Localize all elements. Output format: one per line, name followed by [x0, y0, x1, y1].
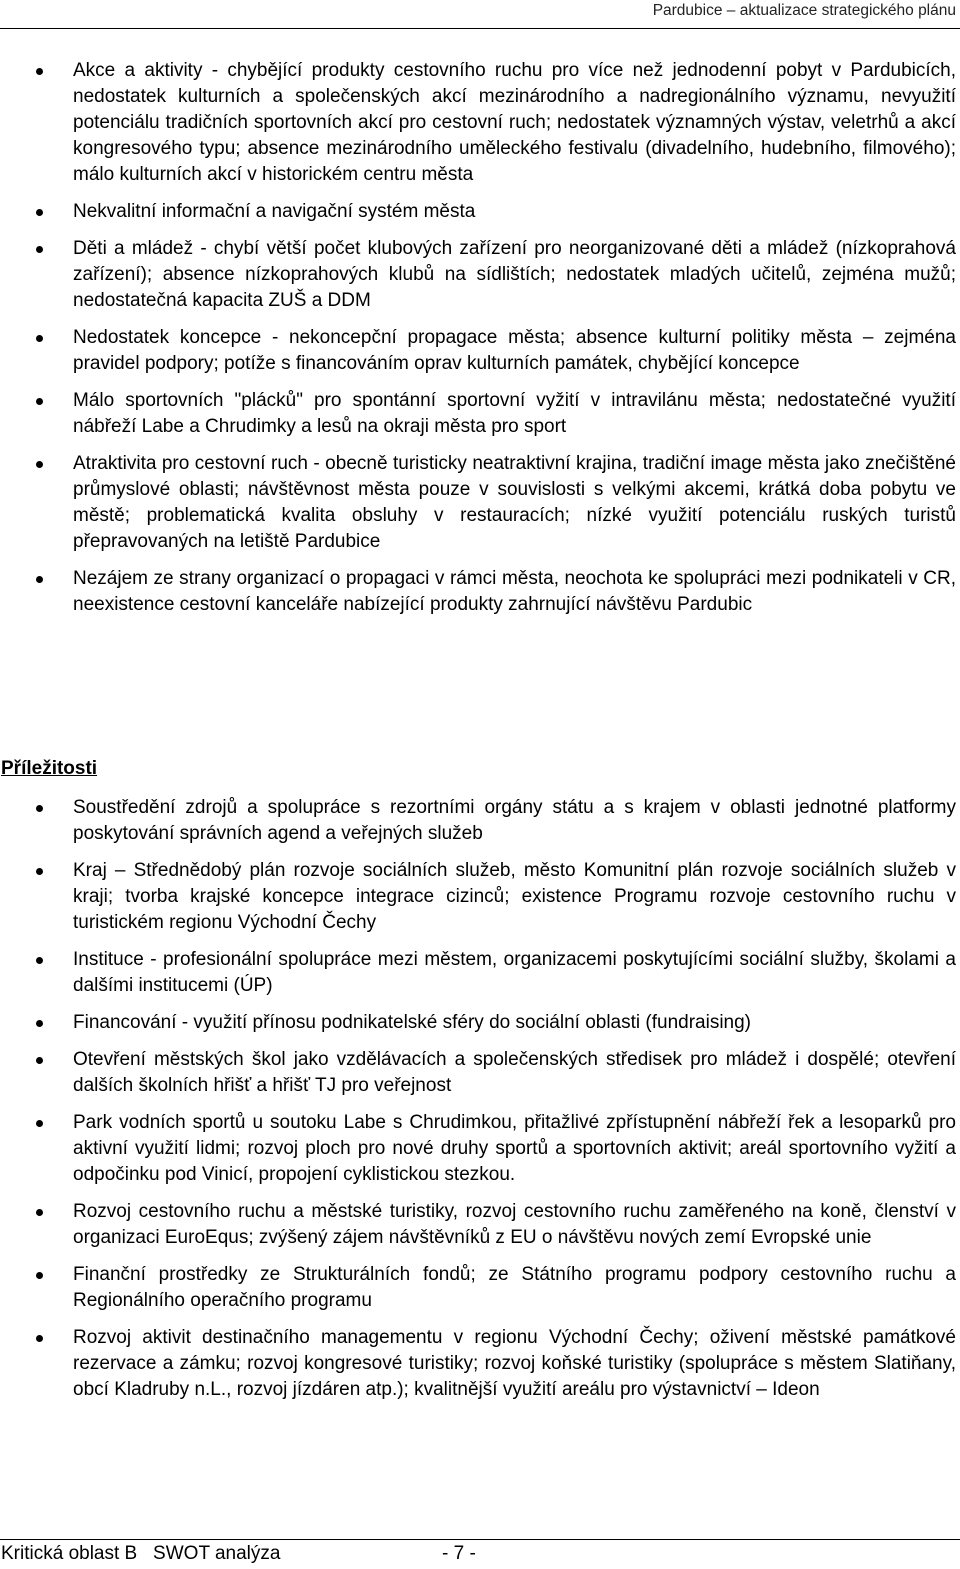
bullet-icon [36, 398, 43, 405]
bullet-icon [36, 1272, 43, 1279]
weaknesses-list [0, 58, 956, 629]
list-item [0, 1047, 956, 1099]
list-item-text: Děti a mládež - chybí větší počet klubových zařízení pro neorganizované děti a mládež (nízkoprahová zařízení); absence nízkoprahových klubů na sídlištích; nedostatek mladých učitelů, zejména mužů; nedostatečná kapacita ZUŠ a DDM [73, 238, 956, 311]
list-item [0, 325, 956, 377]
list-item [0, 1110, 956, 1188]
bullet-icon [36, 1120, 43, 1127]
bullet-icon [36, 957, 43, 964]
bullet-icon [36, 1209, 43, 1216]
list-item-text: Financování - využití přínosu podnikatelské sféry do sociální oblasti (fundraising) [73, 1012, 752, 1033]
list-item-text: Nedostatek koncepce - nekoncepční propagace města; absence kulturní politiky města – zejména pravidel podpory; potíže s financováním oprav kulturních památek, chybějící koncepce [73, 327, 956, 374]
opportunities-list [0, 795, 956, 1414]
bullet-icon [36, 246, 43, 253]
list-item [0, 1325, 956, 1403]
list-item [0, 58, 956, 188]
list-item [0, 947, 956, 999]
list-item-text: Kraj – Střednědobý plán rozvoje sociálních služeb, město Komunitní plán rozvoje sociálních služeb v kraji; tvorba krajské koncepce integrace cizinců; existence Programu rozvoje cestovního ruchu v turistickém regionu Východní Čechy [73, 860, 956, 933]
footer-section-label: Kritická oblast B SWOT analýza [1, 1543, 281, 1564]
list-item-text: Atraktivita pro cestovní ruch - obecně turisticky neatraktivní krajina, tradiční image města jako znečištěné průmyslové oblasti; návštěvnost města pouze v souvislosti s velkými akcemi, krátká doba pobytu ve městě; problematická kvalita obsluhy v restauracích; nízké využití potenciálu ruských turistů přepravovaných na letiště Pardubice [73, 453, 956, 552]
list-item [0, 566, 956, 618]
list-item-text: Park vodních sportů u soutoku Labe s Chrudimkou, přitažlivé zpřístupnění nábřeží řek a lesoparků pro aktivní využití lidmi; rozvoj ploch pro nové druhy sportů a sportovních aktivit; areál sportovního vyžití a odpočinku pod Vinicí, propojení cyklistickou stezkou. [73, 1112, 956, 1185]
section-title-opportunities: Příležitosti [1, 758, 98, 779]
list-item [0, 795, 956, 847]
list-item-text: Instituce - profesionální spolupráce mezi městem, organizacemi poskytujícími sociální služby, školami a dalšími institucemi (ÚP) [73, 949, 956, 996]
bullet-icon [36, 1057, 43, 1064]
list-item [0, 199, 956, 225]
list-item-text: Soustředění zdrojů a spolupráce s rezortními orgány státu a s krajem v oblasti jednotné platformy poskytování správních agend a veřejných služeb [73, 797, 956, 844]
bullet-icon [36, 805, 43, 812]
list-item [0, 1199, 956, 1251]
list-item [0, 1010, 956, 1036]
list-item-text: Málo sportovních "plácků" pro spontánní sportovní vyžití v intravilánu města; nedostatečné využití nábřeží Labe a Chrudimky a lesů na okraji města pro sport [73, 390, 956, 437]
list-item-text: Nezájem ze strany organizací o propagaci v rámci města, neochota ke spolupráci mezi podnikateli v CR, neexistence cestovní kanceláře nabízející produkty zahrnující návštěvu Pardubic [73, 568, 956, 615]
bullet-icon [36, 1020, 43, 1027]
bullet-icon [36, 868, 43, 875]
list-item [0, 1262, 956, 1314]
list-item [0, 858, 956, 936]
list-item-text: Nekvalitní informační a navigační systém města [73, 201, 476, 222]
page-number: - 7 - [442, 1543, 476, 1564]
bullet-icon [36, 68, 43, 75]
list-item-text: Finanční prostředky ze Strukturálních fondů; ze Státního programu podpory cestovního ruchu a Regionálního operačního programu [73, 1264, 956, 1311]
list-item [0, 451, 956, 555]
bullet-icon [36, 1335, 43, 1342]
header-rule [0, 28, 960, 29]
list-item [0, 236, 956, 314]
list-item-text: Rozvoj aktivit destinačního managementu v regionu Východní Čechy; oživení městské památkové rezervace a zámku; rozvoj kongresové turistiky; rozvoj koňské turistiky (spolupráce s městem Slatiňany, obcí Kladruby n.L., rozvoj jízdáren atp.); kvalitnější využití areálu pro výstavnictví – Ideon [73, 1327, 956, 1400]
footer-rule [0, 1539, 960, 1540]
list-item-text: Otevření městských škol jako vzdělávacích a společenských středisek pro mládež i dospělé; otevření dalších školních hřišť a hřišť TJ pro veřejnost [73, 1049, 956, 1096]
list-item-text: Akce a aktivity - chybějící produkty cestovního ruchu pro více než jednodenní pobyt v Pardubicích, nedostatek kulturních a společenských akcí mezinárodního a nadregionálního významu, nevyužití potenciálu tradičních sportovních akcí pro cestovní ruch; nedostatek významných výstav, veletrhů a akcí kongresového typu; absence mezinárodního uměleckého festivalu (divadelního, hudebního, filmového); málo kulturních akcí v historickém centru města [73, 60, 956, 185]
bullet-icon [36, 335, 43, 342]
bullet-icon [36, 461, 43, 468]
page-header: Pardubice – aktualizace strategického plánu [652, 2, 956, 19]
bullet-icon [36, 576, 43, 583]
list-item-text: Rozvoj cestovního ruchu a městské turistiky, rozvoj cestovního ruchu zaměřeného na koně, členství v organizaci EuroEqus; zvýšený zájem návštěvníků z EU o návštěvu nových zemí Evropské unie [73, 1201, 956, 1248]
list-item [0, 388, 956, 440]
bullet-icon [36, 209, 43, 216]
